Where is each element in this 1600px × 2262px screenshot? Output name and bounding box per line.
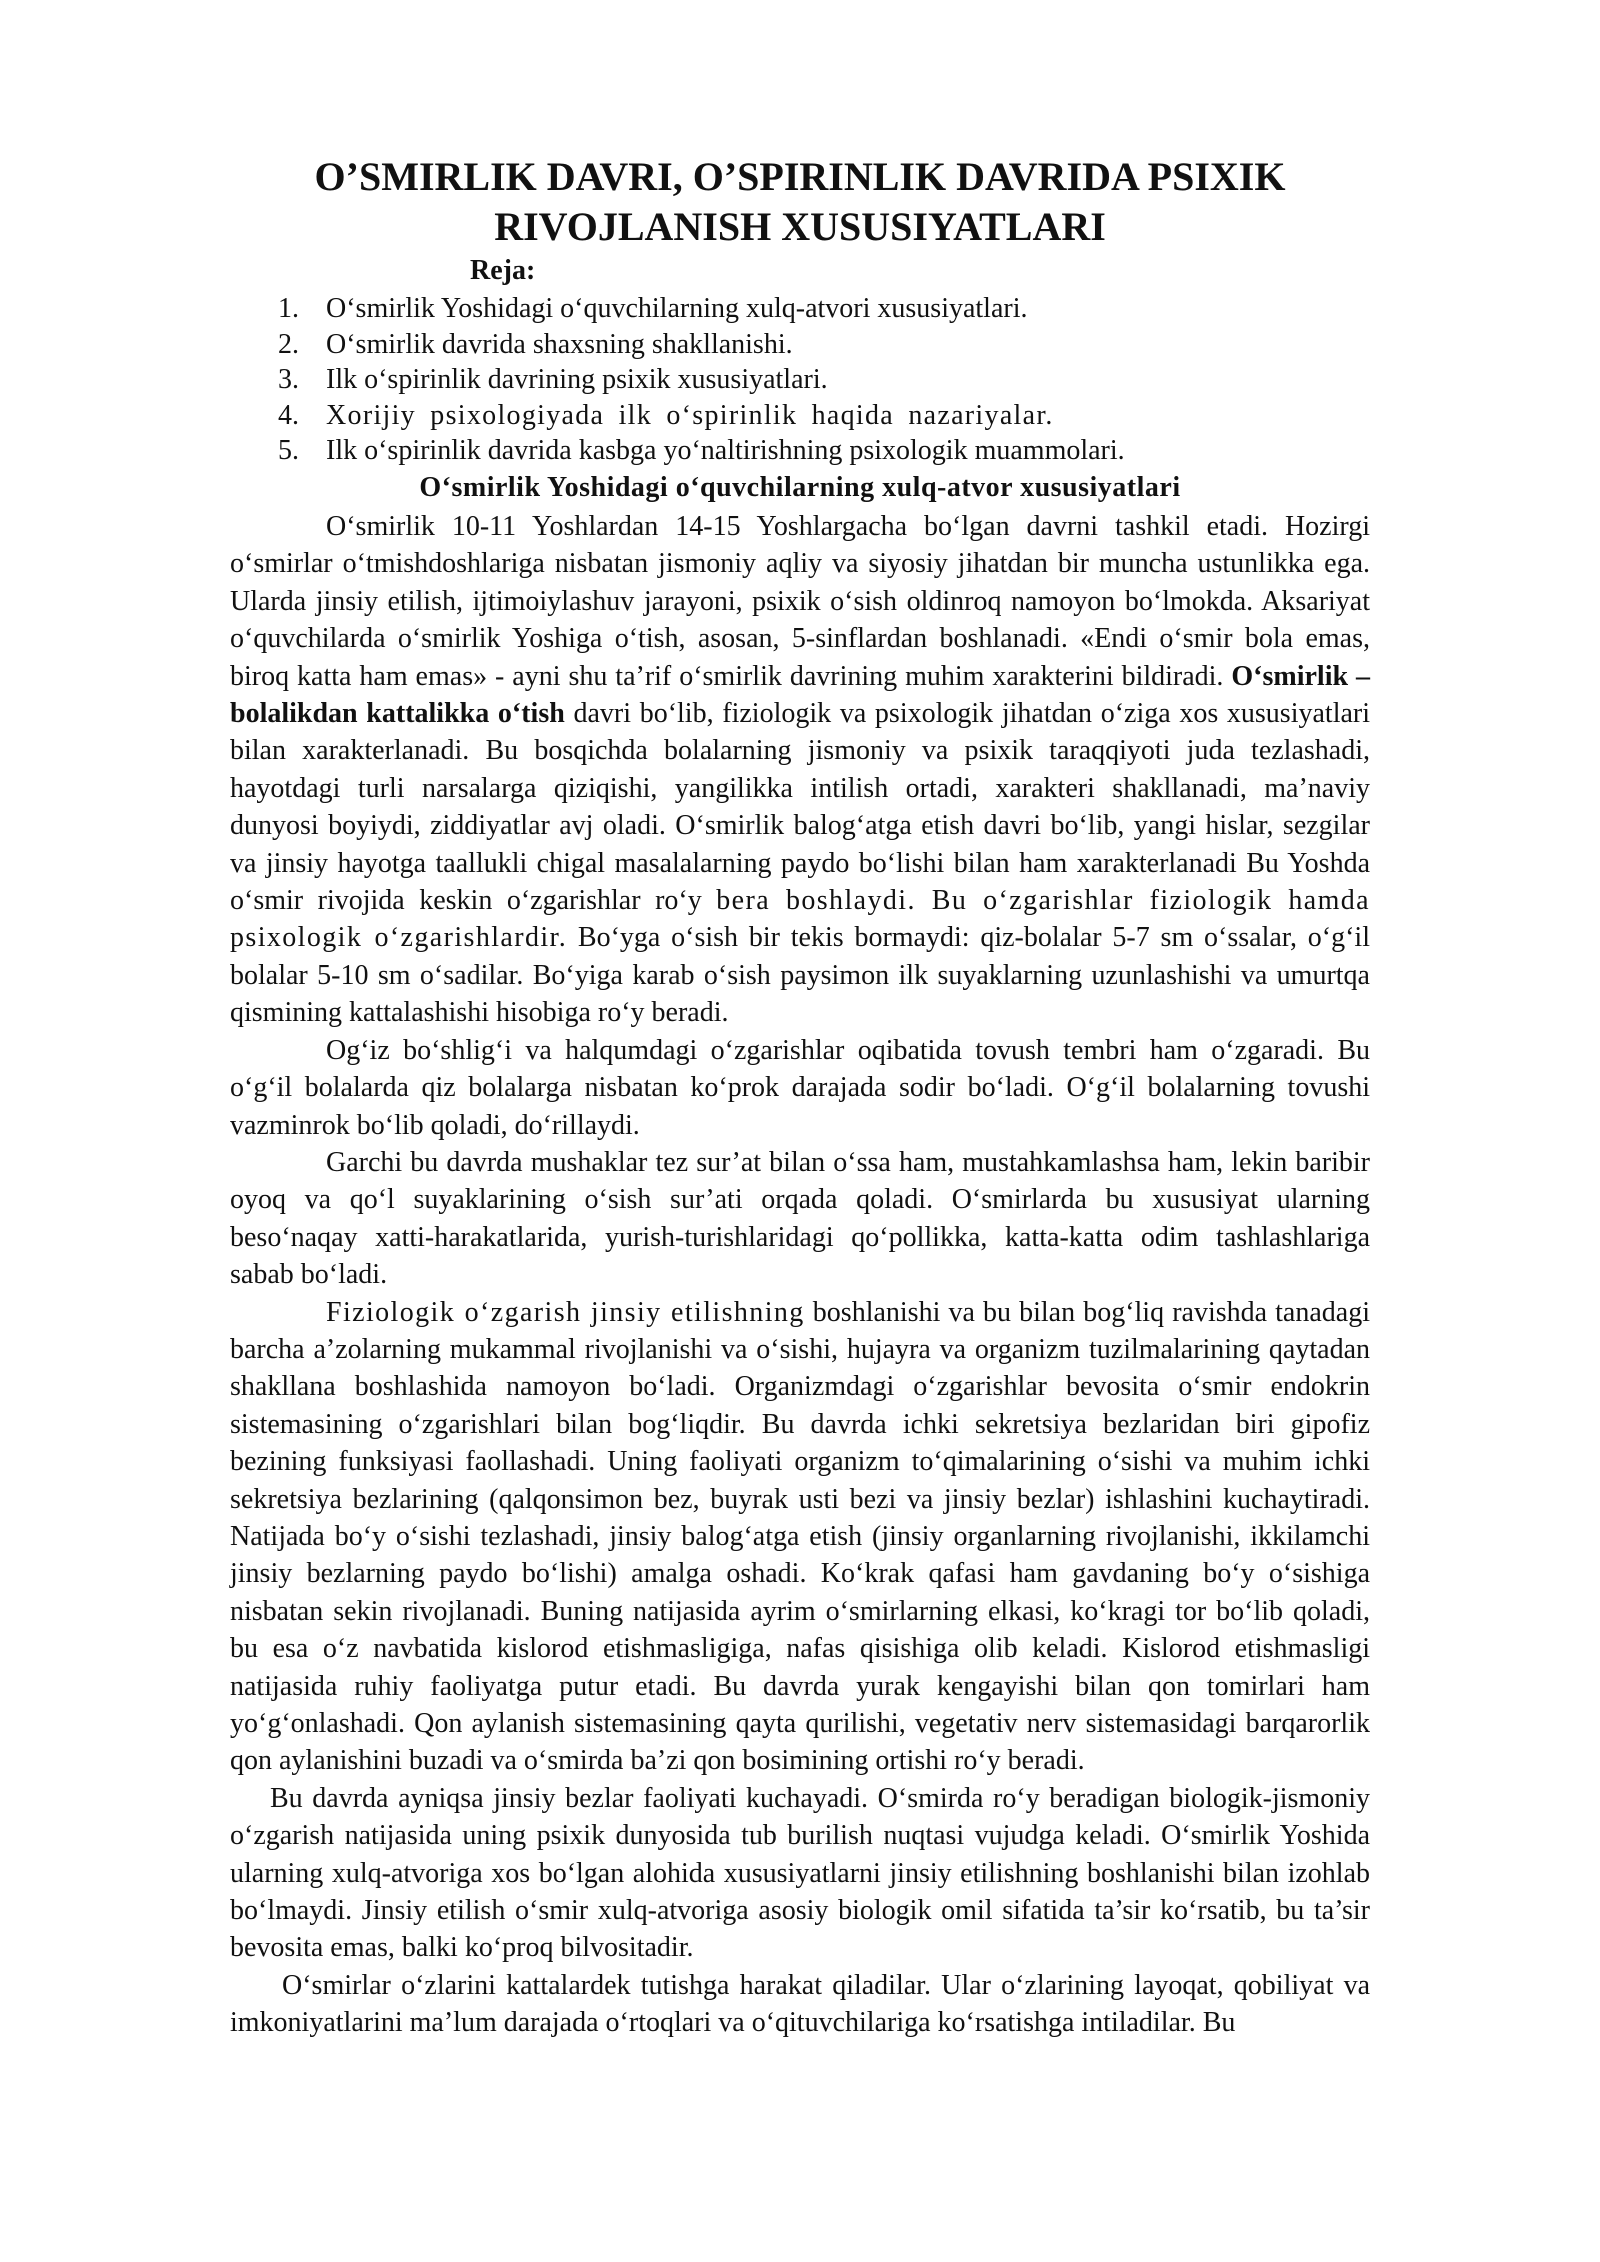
plan-item-number: 1. [278, 293, 299, 324]
plan-item [278, 327, 1125, 363]
plan-item-text: Ilk o‘spirinlik davrining psixik xususiyatlari. [326, 364, 828, 395]
paragraph-1-intro: O‘smirlik 10-11 Yoshlardan 14-15 Yoshlargacha bo‘lgan davrni tashkil etadi. Hozirgi o‘smirlar o‘tmishdoshlariga nisbatan jismoniy aqliy va siyosiy jihatdan bir muncha ustunlikka ega. Ularda jinsiy etilish, ijtimoiylashuv jarayoni, psixik o‘sish oldinroq namoyon bo‘lmokda. Aksariyat o‘quvchilarda o‘smirlik Yoshiga o‘tish, asosan, 5-sinflardan boshlanadi. «Endi o‘smir bola emas, biroq katta ham emas» - ayni shu ta’rif o‘smirlik davrining muhim xarakterini bildiradi. [230, 511, 1370, 692]
paragraph-1-middle: davri bo‘lib, fiziologik va psixologik jihatdan o‘ziga xos xususiyatlari bilan xarakterlanadi. Bu bosqichda bolalarning jismoniy va psixik taraqqiyoti juda tezlashadi, hayotdagi turli narsalarga qiziqishi, yangilikka intilish ortadi, xarakteri shakllanadi, ma’naviy dunyosi boyiydi, ziddiyatlar avj oladi. O‘smirlik balog‘atga etish davri bo‘lib, yangi hislar, sezgilar va jinsiy hayotga taallukli chigal masalalarning paydo bo‘lishi bilan ham xarakterlanadi Bu Yoshda o‘smir rivojida keskin o‘zgarishlar ro‘y [230, 698, 1371, 917]
plan-item [278, 291, 1125, 327]
plan-list [278, 291, 1125, 469]
paragraph-1-spaced: bera boshlaydi. Bu o‘zgarishlar fiziologik hamda psixologik o‘zgarishlardir. [230, 885, 1371, 954]
plan-item [278, 398, 1125, 434]
paragraph-5: Bu davrda ayniqsa jinsiy bezlar faoliyati kuchayadi. O‘smirda ro‘y beradigan biologik-jismoniy o‘zgarish natijasida uning psixik dunyosida tub burilish nuqtasi vujudga keladi. O‘smirlik Yoshida ularning xulq-atvoriga xos bo‘lgan alohida xususiyatlarni jinsiy etilishning boshlanishi bilan izohlab bo‘lmaydi. Jinsiy etilish o‘smir xulq-atvoriga asosiy biologik omil sifatida ta’sir ko‘rsatib, bu ta’sir bevosita emas, balki ko‘proq bilvositadir. [230, 1782, 1370, 1964]
plan-item-number: 3. [278, 364, 299, 395]
paragraph-1 [230, 508, 1370, 1032]
paragraph-6: O‘smirlar o‘zlarini kattalardek tutishga harakat qiladilar. Ular o‘zlarining layoqat, qobiliyat va imkoniyatlarini ma’lum darajada o‘rtoqlari va o‘qituvchilariga ko‘rsatishga intiladilar. Bu [230, 1969, 1370, 2039]
plan-item-text: O‘smirlik Yoshidagi o‘quvchilarning xulq-atvori xususiyatlari. [326, 293, 1028, 324]
plan-item-number: 4. [278, 399, 299, 431]
plan-item-number: 5. [278, 435, 299, 466]
paragraph-1-bold-term: O‘smirlik – bolalikdan kattalikka o‘tish [230, 660, 1370, 730]
paragraph-3: Garchi bu davrda mushaklar tez sur’at bilan o‘ssa ham, mustahkamlashsa ham, lekin baribir oyoq va qo‘l suyaklarining o‘sish sur’ati orqada qoladi. O‘smirlarda bu xususiyat ularning beso‘naqay xatti-harakatlarida, yurish-turishlaridagi qo‘pollikka, katta-katta odim tashlashlariga sabab bo‘ladi. [230, 1146, 1370, 1291]
section-heading: O‘smirlik Yoshidagi o‘quvchilarning xulq-atvor xususiyatlari [419, 472, 1181, 503]
plan-item-text: Ilk o‘spirinlik davrida kasbga yo‘naltirishning psixologik muammolari. [326, 435, 1125, 466]
paragraph-4 [230, 1294, 1370, 1780]
paragraph-2: Og‘iz bo‘shlig‘i va halqumdagi o‘zgarishlar oqibatida tovush tembri ham o‘zgaradi. Bu o‘g‘il bolalarda qiz bolalarga nisbatan ko‘prok darajada sodir bo‘ladi. O‘g‘il bolalarning tovushi vazminrok bo‘lib qoladi, do‘rillaydi. [230, 1034, 1370, 1141]
plan-heading: Reja: [470, 255, 536, 286]
paragraph-4-spaced: Fiziologik o‘zgarish jinsiy etilishning [326, 1296, 805, 1328]
plan-item [278, 362, 1125, 398]
paragraph-4-text: boshlanishi va bu bilan bog‘liq ravishda tanadagi barcha a’zolarning mukammal rivojlanishi va o‘sishi, hujayra va organizm tuzilmalarining qaytadan shakllana boshlashida namoyon bo‘ladi. Organizmdagi o‘zgarishlar bevosita o‘smir endokrin sistemasining o‘zgarishlari bilan bog‘liqdir. Bu davrda ichki sekretsiya bezlaridan biri gipofiz bezining funksiyasi faollashadi. Uning faoliyati organizm to‘qimalarining o‘sishi va muhim ichki sekretsiya bezlarining (qalqonsimon bez, buyrak usti bezi va jinsiy bezlar) ishlashini kuchaytiradi. Natijada bo‘y o‘sishi tezlashadi, jinsiy balog‘atga etish (jinsiy organlarning rivojlanishi, ikkilamchi jinsiy bezlarning paydo bo‘lishi) amalga oshadi. Ko‘krak qafasi ham gavdaning bo‘y o‘sishiga nisbatan sekin rivojlanadi. Buning natijasida ayrim o‘smirlarning elkasi, ko‘kragi tor bo‘lib qoladi, bu esa o‘z navbatida kislorod etishmasligiga, nafas qisishiga olib keladi. Kislorod etishmasligi natijasida ruhiy faoliyatga putur etadi. Bu davrda yurak kengayishi bilan qon tomirlari ham yo‘g‘onlashadi. Qon aylanish sistemasining qayta qurilishi, vegetativ nerv sistemasidagi barqarorlik qon aylanishini buzadi va o‘smirda ba’zi qon bosimining ortishi ro‘y beradi. [230, 1296, 1370, 1777]
document-title: O’SMIRLIK DAVRI, O’SPIRINLIK DAVRIDA PSIXIK RIVOJLANISH XUSUSIYATLARI [314, 154, 1286, 249]
plan-item [278, 433, 1125, 469]
paragraph-1-end: Bo‘yga o‘sish bir tekis bormaydi: qiz-bolalar 5-7 sm o‘ssalar, o‘g‘il bolalar 5-10 sm o‘sadilar. Bo‘yiga karab o‘sish paysimon ilk suyaklarning uzunlashishi va umurtqa qismining kattalashishi hisobiga ro‘y beradi. [230, 922, 1370, 1029]
plan-item-text: Xorijiy psixologiyada ilk o‘spirinlik haqida nazariyalar. [326, 399, 1054, 431]
plan-item-text: O‘smirlik davrida shaxsning shakllanishi. [326, 328, 793, 360]
document-body [230, 508, 1370, 2042]
plan-item-number: 2. [278, 328, 299, 360]
